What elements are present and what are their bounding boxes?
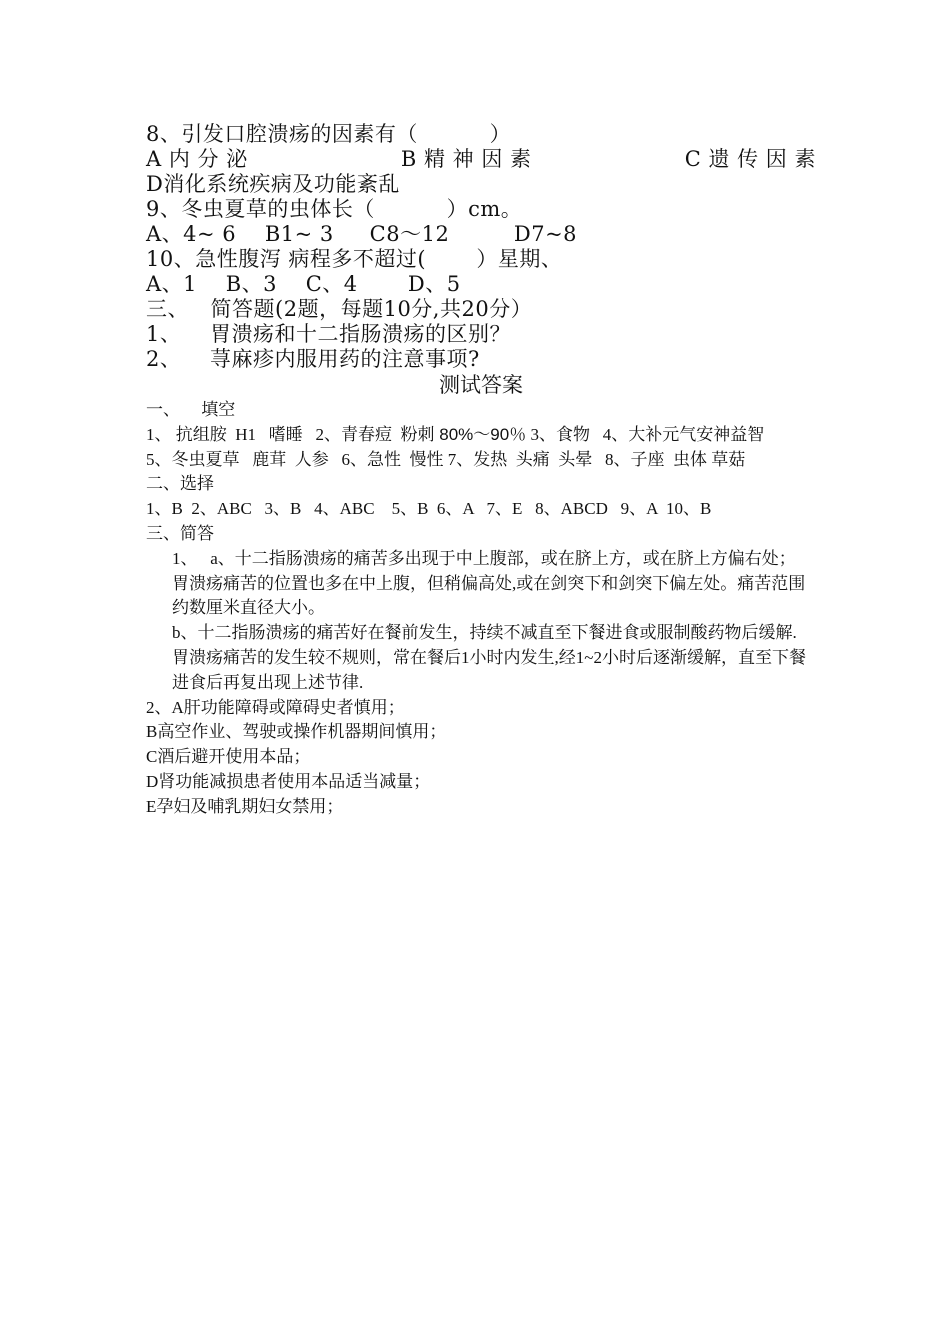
fill-heading: 一、 填空 [146, 400, 236, 419]
short-answer-question-1: 1、 胃溃疡和十二指肠溃疡的区别？ [146, 322, 512, 346]
question-10-options: A、1 B、3 C、4 D、5 [146, 272, 461, 296]
question-9: 9、冬虫夏草的虫体长（ ）cm。 [146, 197, 523, 221]
short-answer-2b: B高空作业、驾驶或操作机器期间慎用； [146, 722, 447, 742]
short-heading: 三、简答 [146, 523, 214, 543]
section-3-heading: 三、 简答题(2题，每题10分,共20分） [146, 297, 533, 321]
short-answer-1a: 1、 a、十二指肠溃疡的痛苦多出现于中上腹部，或在脐上方，或在脐上方偏右处； [172, 548, 796, 568]
document-page [146, 122, 816, 820]
fill-answer-5: 5、冬虫夏草 鹿茸 人参 6、急性 慢性 7、发热 头痛 头晕 8、子座 虫体 草菇 [146, 449, 746, 469]
short-answer-2a: 2、A肝功能障碍或障碍史者慎用； [146, 697, 405, 717]
choice-heading: 二、选择 [146, 474, 214, 494]
fill-answer-1-percent: 80%～90％ [434, 424, 527, 444]
short-answer-question-2: 2、 荨麻疹内服用药的注意事项? [146, 347, 480, 371]
question-8: 8、引发口腔溃疡的因素有（ ） [146, 122, 512, 146]
fill-answer-1-text: 1、 抗组胺 H1 嗜睡 2、青春痘 粉刺 [146, 424, 435, 444]
short-answer-2d: D肾功能减损患者使用本品适当减量； [146, 771, 431, 791]
question-10: 10、急性腹泻 病程多不超过( ）星期、 [146, 247, 563, 271]
question-9-options: A、4~ 6 B1~ 3 C8～12 D7~8 [146, 222, 578, 246]
option-b: B 精 神 因 素 [400, 147, 532, 171]
question-8-option-d: D消化系统疾病及功能紊乱 [146, 172, 400, 196]
option-a: A 内 分 泌 [146, 147, 248, 171]
short-answer-1b: b、十二指肠溃疡的痛苦好在餐前发生，持续不减直至下餐进食或服制酸药物后缓解. [172, 623, 797, 643]
short-answer-2c: C酒后避开使用本品； [146, 747, 311, 767]
fill-answer-1-rest: 3、食物 4、大补元气安神益智 [526, 424, 765, 444]
short-answer-2e: E孕妇及哺乳期妇女禁用； [146, 796, 344, 816]
short-answer-1b-cont: 胃溃疡痛苦的发生较不规则，常在餐后1小时内发生,经1~2小时后逐渐缓解，直至下餐进食后再复出现上述节律. [172, 647, 806, 692]
short-answer-1a-cont: 胃溃疡痛苦的位置也多在中上腹，但稍偏高处,或在剑突下和剑突下偏左处。痛苦范围约数厘米直径大小。 [172, 573, 806, 618]
fill-answer-1 [146, 423, 816, 448]
question-8-options [146, 147, 816, 172]
choice-answers: 1、B 2、ABC 3、B 4、ABC 5、B 6、A 7、E 8、ABCD 9、A 10、B [146, 499, 712, 519]
answers-title: 测试答案 [439, 373, 523, 397]
option-c: C 遗 传 因 素 [684, 147, 816, 171]
